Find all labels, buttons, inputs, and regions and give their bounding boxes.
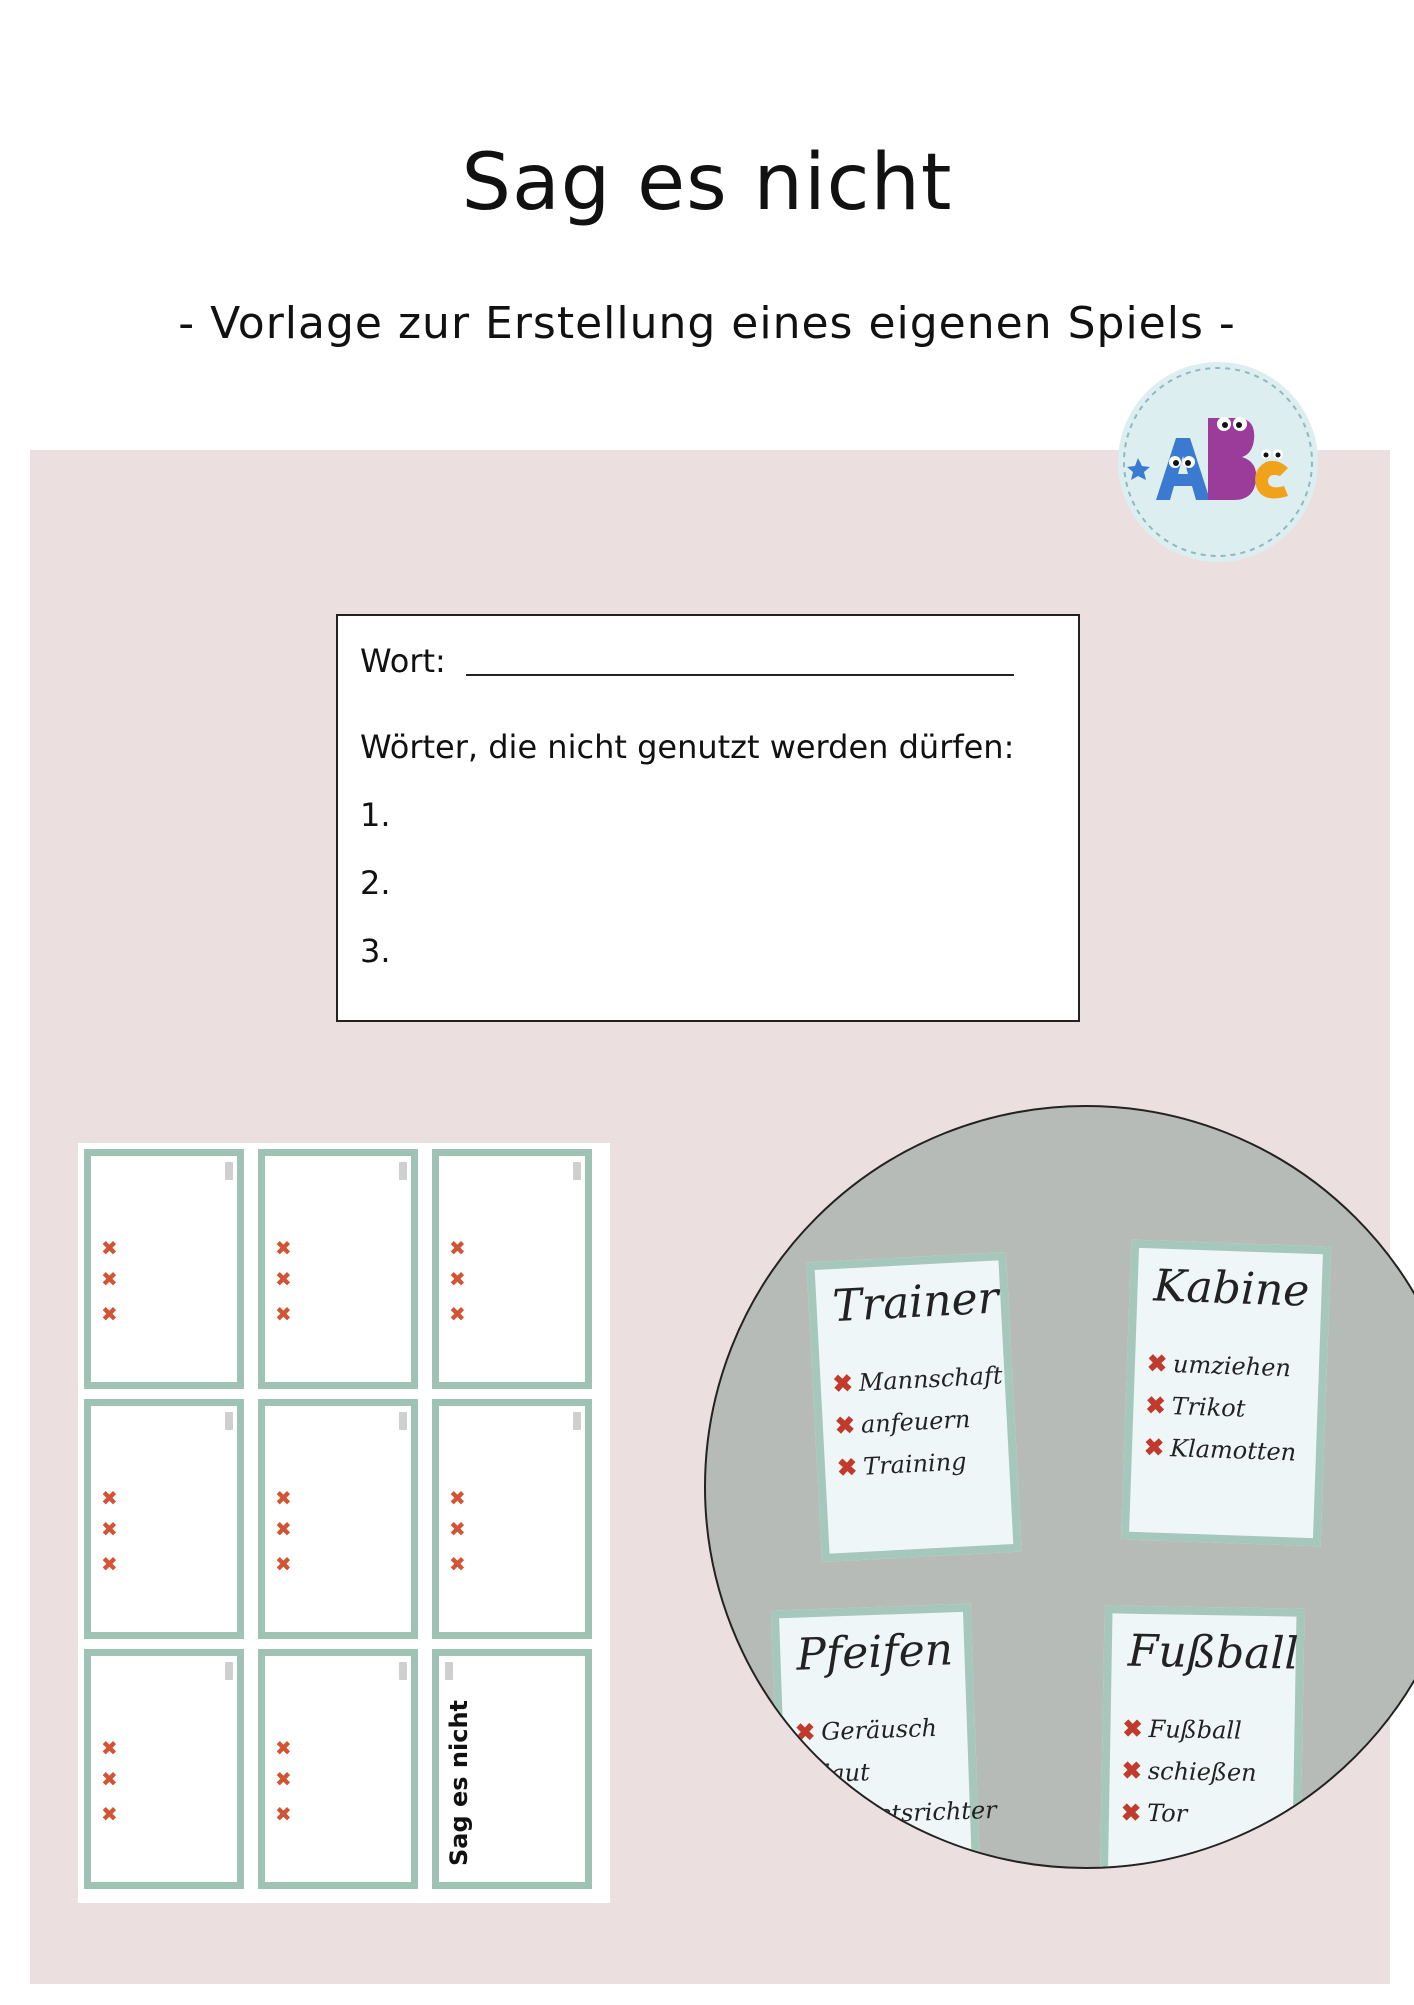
photo-card-item: ✖ schießen — [1121, 1755, 1257, 1787]
x-mark-icon: ✖ — [834, 1410, 856, 1441]
page-subtitle: - Vorlage zur Erstellung eines eigenen Spiels - — [178, 298, 1236, 349]
x-mark-icon: ✖ — [101, 1517, 118, 1541]
x-mark-icon: ✖ — [101, 1302, 118, 1326]
x-mark-icon: ✖ — [1145, 1390, 1167, 1420]
x-mark-icon: ✖ — [831, 1368, 854, 1399]
cover-card-title: Sag es nicht — [445, 1699, 473, 1866]
cover-card — [432, 1649, 592, 1889]
forbidden-item-1: 1. — [360, 796, 391, 834]
x-mark-icon: ✖ — [101, 1552, 118, 1576]
word-label: Wort: — [360, 642, 446, 680]
photo-card-item: ✖ umziehen — [1146, 1348, 1292, 1383]
forbidden-item-3: 3. — [360, 932, 391, 970]
word-card-template — [336, 614, 1080, 1022]
x-mark-icon: ✖ — [101, 1236, 118, 1260]
x-mark-icon: ✖ — [1143, 1432, 1165, 1462]
x-mark-icon: ✖ — [275, 1267, 292, 1291]
photo-card — [1121, 1240, 1331, 1547]
card-sheet-preview — [78, 1143, 610, 1903]
x-mark-icon: ✖ — [1146, 1348, 1168, 1378]
x-mark-icon: ✖ — [101, 1736, 118, 1760]
copyright-mark — [445, 1662, 453, 1680]
copyright-mark — [399, 1662, 407, 1680]
photo-card-item: ✖ laut — [796, 1758, 871, 1789]
x-mark-icon: ✖ — [275, 1767, 292, 1791]
photo-card-item: ✖ Training — [836, 1447, 968, 1483]
x-mark-icon: ✖ — [794, 1717, 816, 1747]
photo-card-item: ✖ Mannschaft — [831, 1361, 1004, 1399]
photo-card-item: ✖ Tor — [1120, 1797, 1188, 1828]
page-title: Sag es nicht — [461, 138, 953, 228]
photo-card-title: Kabine — [1152, 1260, 1311, 1317]
photo-card-item: ✖ Klamotten — [1143, 1432, 1297, 1467]
blank-card — [84, 1399, 244, 1639]
photo-card-item: ✖ Schietsrichter — [797, 1795, 998, 1831]
forbidden-item-2: 2. — [360, 864, 391, 902]
x-mark-icon: ✖ — [449, 1267, 466, 1291]
abc-monster-logo-icon — [1118, 362, 1318, 562]
example-cards-photo — [704, 1105, 1404, 2005]
x-mark-icon: ✖ — [275, 1802, 292, 1826]
blank-card — [432, 1399, 592, 1639]
photo-card-item: ✖ Trikot — [1145, 1390, 1246, 1423]
copyright-mark — [399, 1162, 407, 1180]
x-mark-icon: ✖ — [797, 1801, 819, 1831]
x-mark-icon: ✖ — [796, 1759, 818, 1789]
photo-card-item: ✖ Geräusch — [794, 1713, 938, 1747]
copyright-mark — [399, 1412, 407, 1430]
x-mark-icon: ✖ — [275, 1736, 292, 1760]
x-mark-icon: ✖ — [449, 1302, 466, 1326]
copyright-mark — [573, 1162, 581, 1180]
x-mark-icon: ✖ — [1120, 1797, 1142, 1827]
copyright-mark — [573, 1412, 581, 1430]
x-mark-icon: ✖ — [101, 1767, 118, 1791]
x-mark-icon: ✖ — [449, 1236, 466, 1260]
x-mark-icon: ✖ — [101, 1267, 118, 1291]
x-mark-icon: ✖ — [275, 1486, 292, 1510]
photo-card — [806, 1252, 1021, 1562]
x-mark-icon: ✖ — [449, 1517, 466, 1541]
photo-card-title: Pfeifen — [795, 1624, 954, 1681]
x-mark-icon: ✖ — [275, 1302, 292, 1326]
x-mark-icon: ✖ — [449, 1486, 466, 1510]
blank-card — [258, 1399, 418, 1639]
x-mark-icon: ✖ — [101, 1802, 118, 1826]
blank-card — [258, 1149, 418, 1389]
x-mark-icon: ✖ — [1122, 1713, 1143, 1743]
photo-card — [1099, 1605, 1304, 1869]
photo-card-item: ✖ Fußball — [1122, 1713, 1242, 1745]
photo-card-title: Trainer — [831, 1272, 1000, 1333]
x-mark-icon: ✖ — [101, 1486, 118, 1510]
photo-circle — [704, 1105, 1414, 1869]
blank-card — [84, 1649, 244, 1889]
x-mark-icon: ✖ — [275, 1552, 292, 1576]
photo-card — [771, 1604, 998, 1869]
copyright-mark — [225, 1162, 233, 1180]
word-write-line — [466, 674, 1014, 676]
x-mark-icon: ✖ — [1121, 1755, 1143, 1785]
x-mark-icon: ✖ — [275, 1236, 292, 1260]
photo-card-title: Fußball — [1127, 1625, 1300, 1680]
x-mark-icon: ✖ — [275, 1517, 292, 1541]
photo-card-item: ✖ anfeuern — [834, 1405, 972, 1441]
blank-card — [84, 1149, 244, 1389]
forbidden-words-label: Wörter, die nicht genutzt werden dürfen: — [360, 728, 1015, 766]
copyright-mark — [225, 1662, 233, 1680]
copyright-mark — [225, 1412, 233, 1430]
blank-card — [432, 1149, 592, 1389]
x-mark-icon: ✖ — [836, 1452, 858, 1483]
x-mark-icon: ✖ — [449, 1552, 466, 1576]
blank-card — [258, 1649, 418, 1889]
